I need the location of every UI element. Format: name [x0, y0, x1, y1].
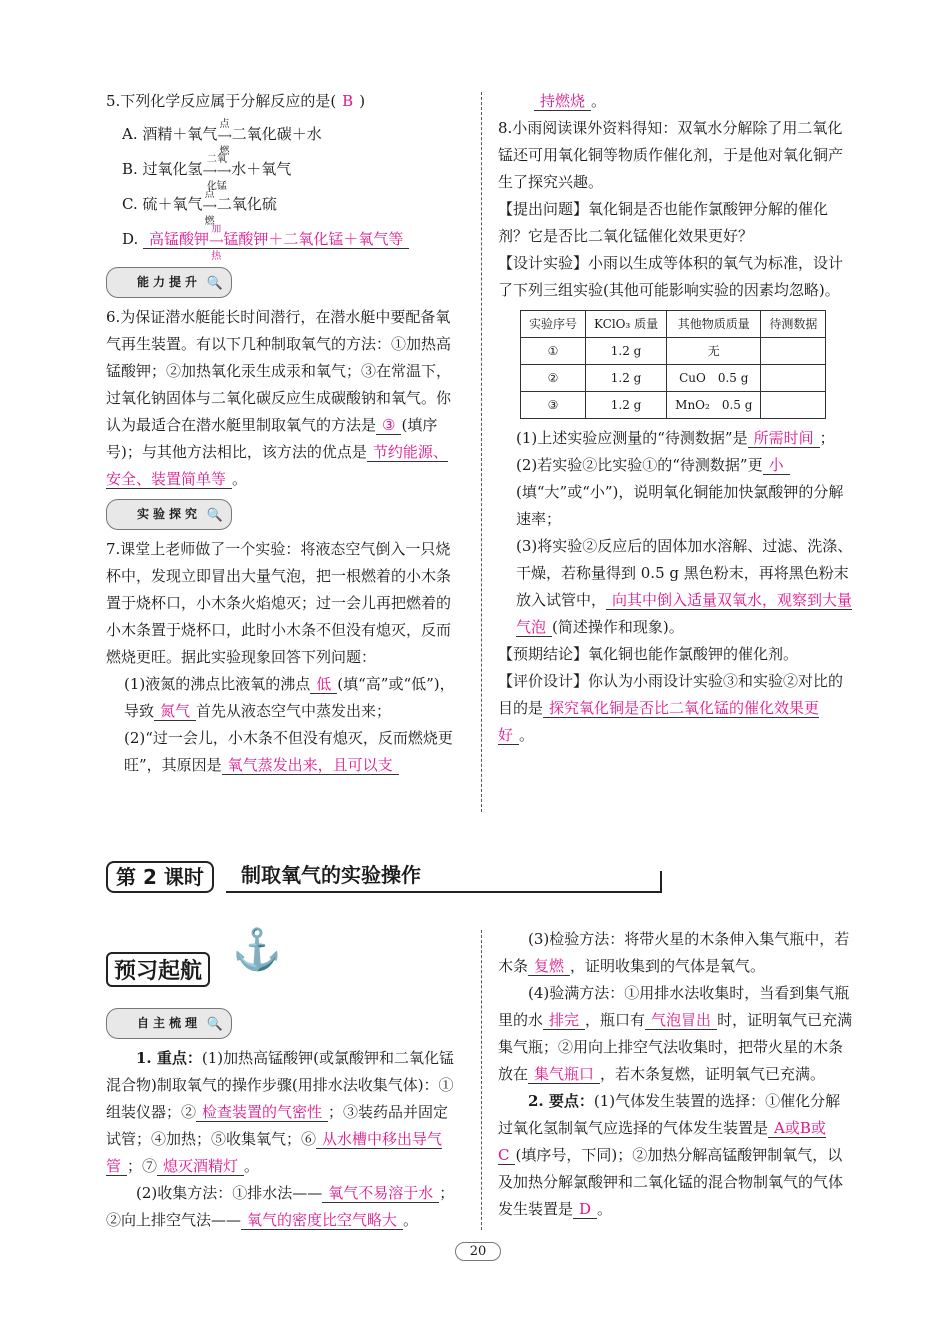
- question-8: 8.小雨阅读课外资料得知：双氧水分解除了用二氧化锰还可用氧化铜等物质作催化剂，于是他对氧化铜产生了探究兴趣。 【提出问题】氧化铜是否也能作氯酸钾分解的催化剂？它是否比二氧化锰催化效果更好？ 【设计实验】小雨以生成等体积的氧气为标准，设计了下列三组实验(其他可能影响实验的因素均忽略)。 实验序号 KClO₃ 质量 其他物质质量 待测数据 ① 1.2 g 无 ② 1.2 g CuO 0.5 g ③ 1.2 g MnO₂ 0.5 g (1)上述实验应测量的“待测数据”是 所需时间 ； (2)若实验②比实验①的“待测数据”更 小(填“大”或“小”)，说明氧化铜能加快氯酸钾的分解速率； (3)将实验②反应后的固体加水溶解、过滤、洗涤、干燥，若称量得到 0.5 g 黑色粉末，再将黑色粉末放入试管中， 向其中倒入适量双氧水，观察到大量气泡 (简述操作和现象)。 【预期结论】氧化铜也能作氯酸钾的催化剂。 【评价设计】你认为小雨设计实验③和实验②对比的目的是 探究氧化铜是否比二氧化锰的催化效果更好 。: [498, 115, 854, 749]
- section-badge-ability: 能力提升 🔍: [106, 267, 232, 298]
- key-point-2: 2. 要点：(1)气体发生装置的选择：①催化分解过氧化氢制氧气应选择的气体发生装置是 A或B或C (填序号，下同)；②加热分解高锰酸钾制氧气，以及加热分解氯酸钾和二氧化锰的混合物制氧气的气体发生装置是 D 。: [498, 1092, 844, 1218]
- q7-part2-continued: 持燃烧 。: [498, 88, 854, 115]
- q8-eval: 【评价设计】你认为小雨设计实验③和实验②对比的目的是 探究氧化铜是否比二氧化锰的催化效果更好 。: [498, 672, 844, 744]
- question-7: 7.课堂上老师做了一个实验：将液态空气倒入一只烧杯中，发现立即冒出大量气泡，把一根燃着的小木条置于烧杯口，小木条火焰熄灭；过一会儿再把燃着的小木条置于烧杯口，此时小木条不但没有熄灭，反而燃烧更旺。据此实验现象回答下列问题： (1)液氮的沸点比液氧的沸点 低 (填“高”或“低”)，导致 氮气 首先从液态空气中蒸发出来； (2)“过一会儿，小木条不但没有熄灭，反而燃烧更旺”，其原因是 氧气蒸发出来，且可以支: [106, 536, 462, 779]
- lesson-label: 第 2 课时: [106, 861, 214, 893]
- table-row: ② 1.2 g CuO 0.5 g: [521, 365, 826, 392]
- q7-part2: (2)“过一会儿，小木条不但没有熄灭，反而燃烧更旺”，其原因是 氧气蒸发出来，且可以支: [124, 729, 453, 774]
- full-check-method: (4)验满方法：①用排水法收集时，当看到集气瓶里的水 排完 ，瓶口有 气泡冒出 时，证明氧气已充满集气瓶；②用向上排空气法收集时，把带火星的木条放在 集气瓶口 ，若木条复燃，证明氧气已充满。: [498, 984, 853, 1083]
- section-badge-self-study: 自主梳理 🔍: [106, 1008, 232, 1039]
- right-column: [498, 88, 854, 749]
- option-d: D. 高锰酸钾 加热 ⟶锰酸钾＋二氧化锰＋氧气等: [106, 226, 462, 255]
- table-row: ① 1.2 g 无: [521, 338, 826, 365]
- page-number: 20: [455, 1242, 501, 1261]
- option-c: C. 硫＋氧气 点燃 ⟶二氧化硫: [122, 189, 277, 227]
- key-point-1: 1. 重点：(1)加热高锰酸钾(或氯酸钾和二氧化锰混合物)制取氧气的操作步骤(用排水法收集气体)：①组装仪器；② 检查装置的气密性 ；③装药品并固定试管；④加热；⑤收集氧气；⑥ 从水槽中移出导气管 ；⑦ 熄灭酒精灯 。: [106, 1049, 454, 1175]
- column-divider-bottom: [481, 930, 482, 1230]
- section-badge-experiment: 实验探究 🔍: [106, 499, 232, 530]
- preview-title: 预习起航: [106, 952, 210, 987]
- test-method: (3)检验方法：将带火星的木条伸入集气瓶中，若木条 复燃 ，证明收集到的气体是氧气。: [498, 930, 850, 975]
- magnifier-icon: 🔍: [206, 276, 228, 291]
- left-column: [106, 88, 462, 779]
- experiment-table: [520, 310, 826, 419]
- question-6: 6.为保证潜水艇能长时间潜行，在潜水艇中要配备氧气再生装置。有以下几种制取氧气的方法：①加热高锰酸钾；②加热氧化汞生成汞和氧气；③在常温下，过氧化钠固体与二氧化碳反应生成碳酸钠和氧气。你认为最适合在潜水艇里制取氧气的方法是 ③ (填序号)；与其他方法相比，该方法的优点是 节约能源、安全、装置简单等 。: [106, 308, 452, 488]
- q8-sub2: (2)若实验②比实验①的“待测数据”更 小(填“大”或“小”)，说明氧化铜能加快氯酸钾的分解速率；: [516, 456, 844, 528]
- lesson-header: [106, 857, 662, 893]
- magnifier-icon: 🔍: [206, 1017, 228, 1032]
- column-divider-top: [481, 92, 482, 812]
- option-a: A. 酒精＋氧气 点燃 ⟶二氧化碳＋水: [122, 119, 322, 157]
- magnifier-icon: 🔍: [206, 508, 228, 523]
- lesson-title: 制取氧气的实验操作: [241, 863, 421, 887]
- option-b: B. 过氧化氢 二氧化锰 ⟶⟶水＋氧气: [122, 154, 292, 192]
- q8-sub3: (3)将实验②反应后的固体加水溶解、过滤、洗涤、干燥，若称量得到 0.5 g 黑色粉末，再将黑色粉末放入试管中， 向其中倒入适量双氧水，观察到大量气泡 (简述操作和现象)。: [516, 537, 853, 636]
- bottom-left-column: [106, 1002, 462, 1234]
- question-5: 5.下列化学反应属于分解反应的是( B ): [106, 92, 366, 110]
- collection-methods: (2)收集方法：①排水法—— 氧气不易溶于水 ；②向上排空气法—— 氧气的密度比空气略大 。: [106, 1184, 455, 1229]
- q8-sub1: (1)上述实验应测量的“待测数据”是 所需时间 ；: [516, 429, 835, 447]
- anchor-icon: ⚓: [232, 927, 282, 973]
- table-row: ③ 1.2 g MnO₂ 0.5 g: [521, 392, 826, 419]
- q7-part1: (1)液氮的沸点比液氧的沸点 低 (填“高”或“低”)，导致 氮气 首先从液态空气中蒸发出来；: [124, 675, 455, 720]
- table-header-row: 实验序号 KClO₃ 质量 其他物质质量 待测数据: [521, 311, 826, 338]
- bottom-right-column: [498, 926, 854, 1223]
